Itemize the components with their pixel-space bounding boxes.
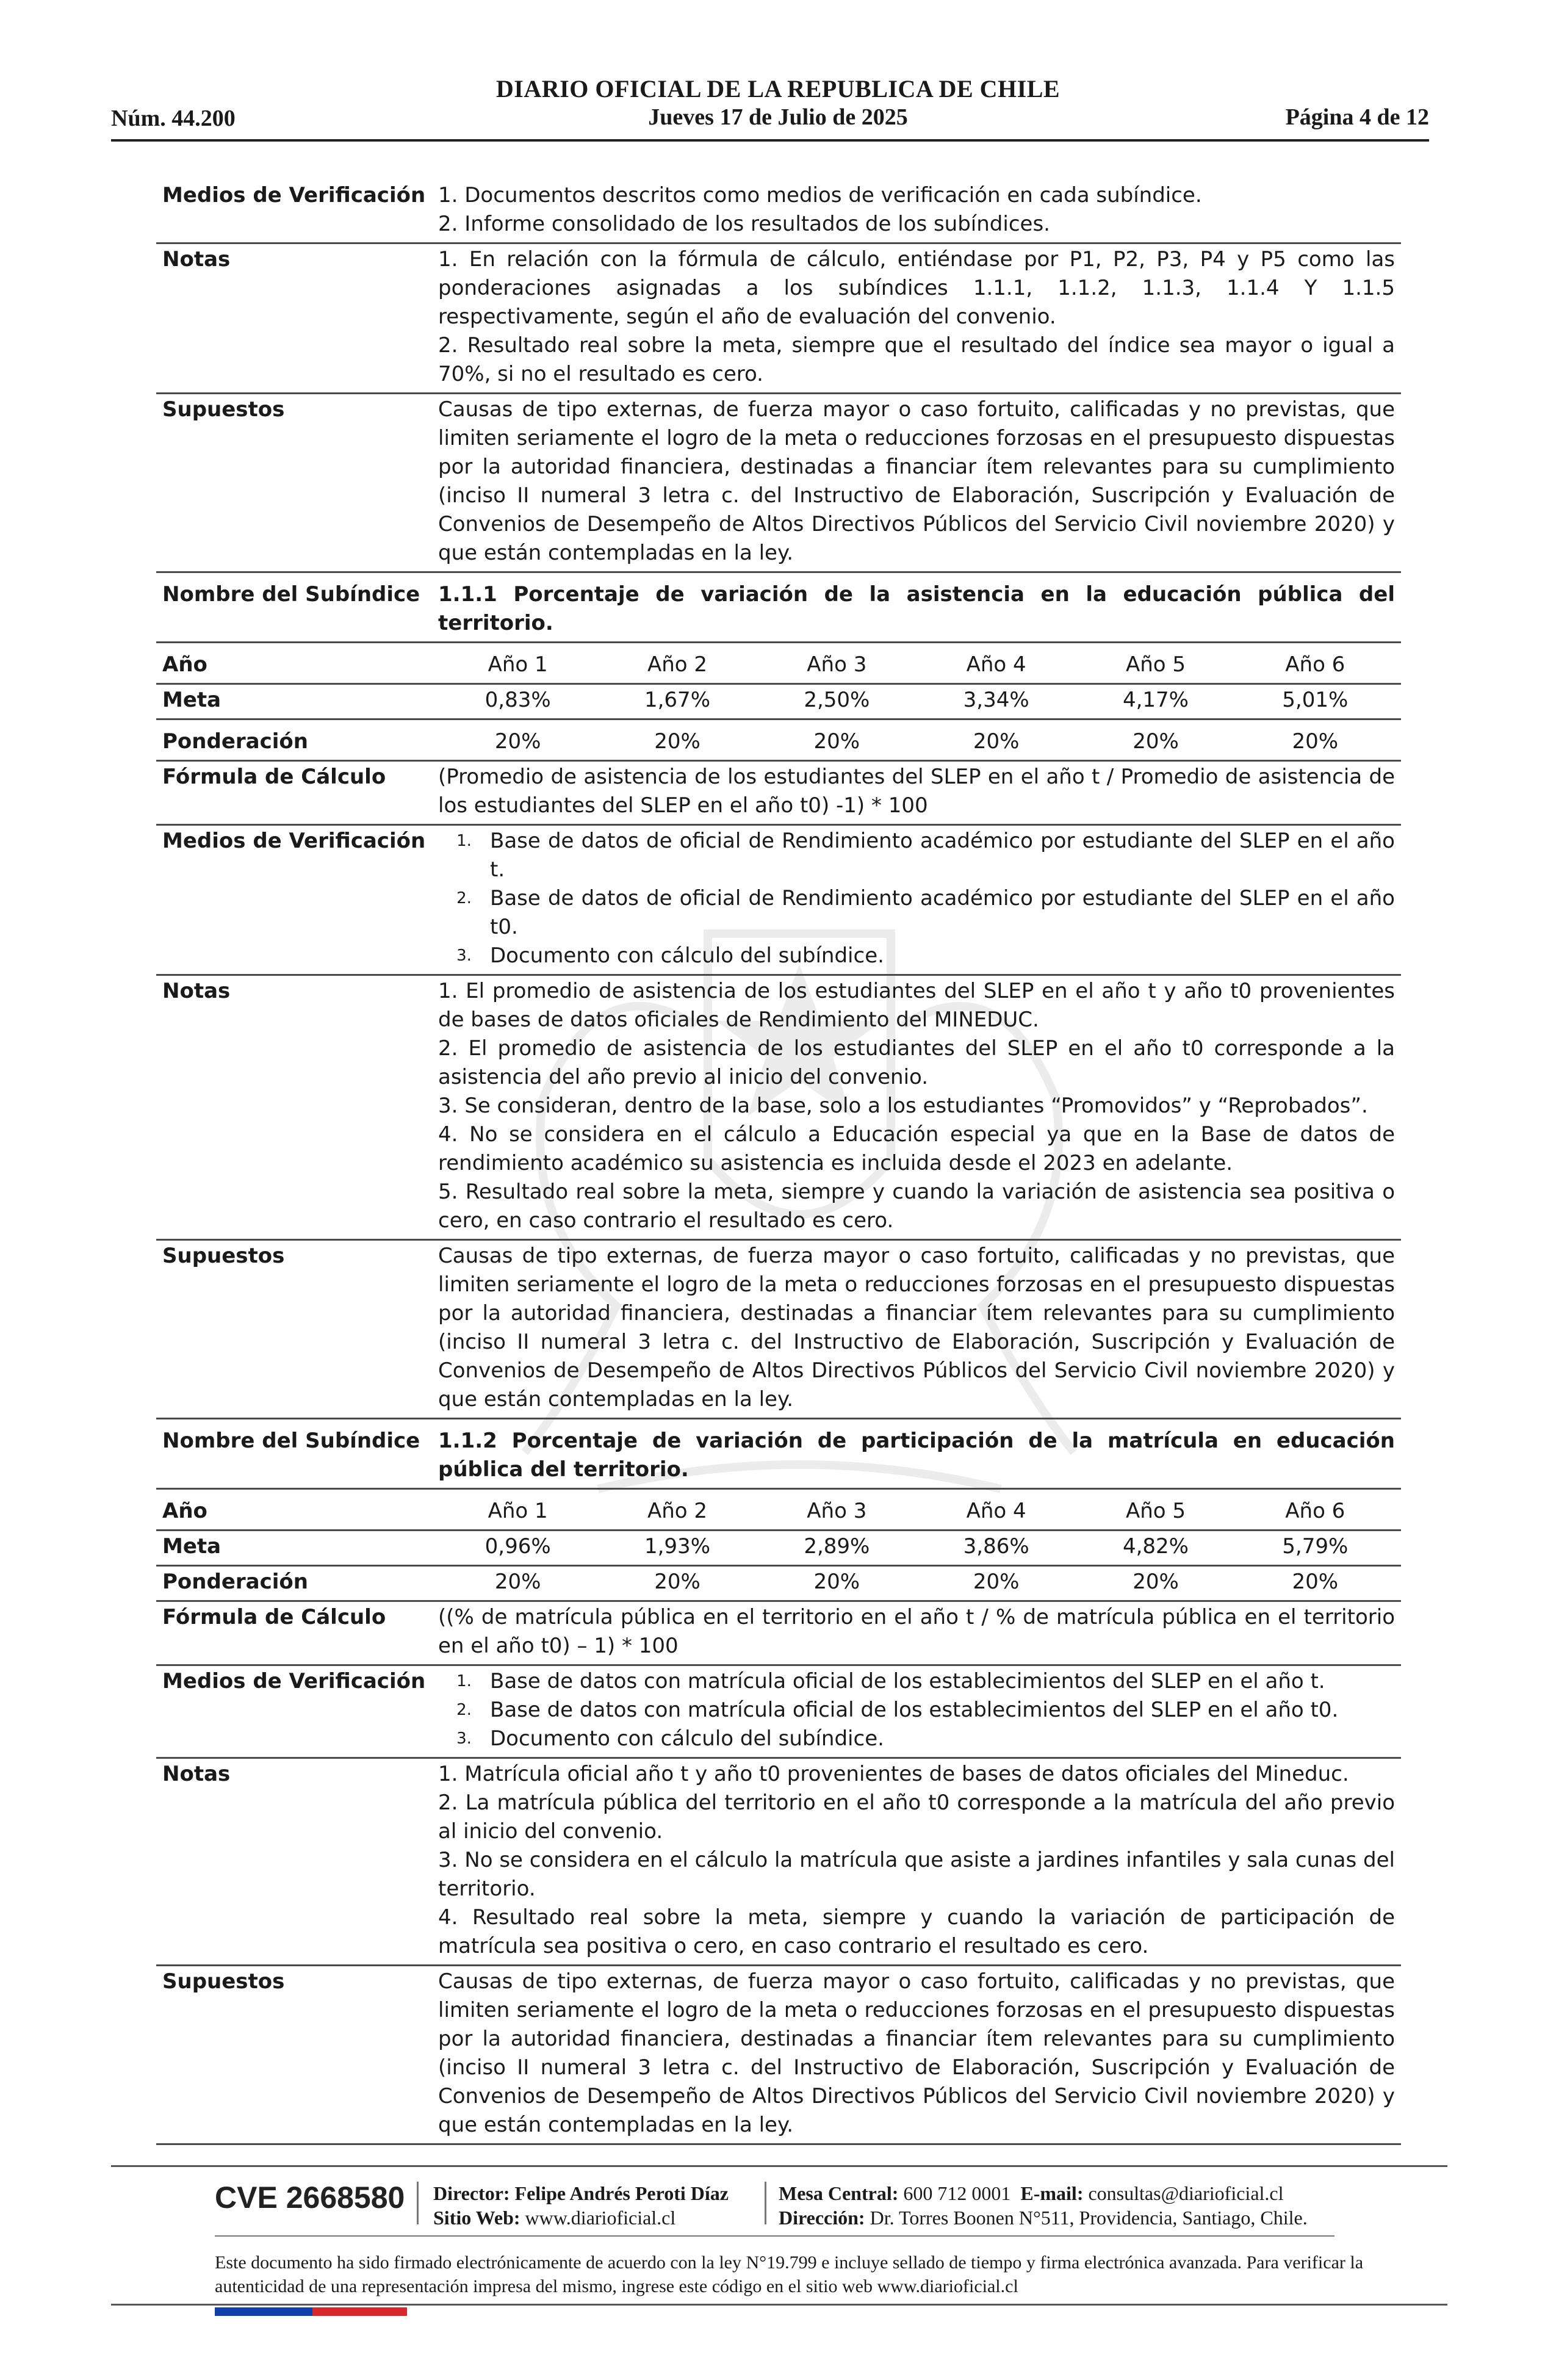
pond-cell: 20% <box>494 729 541 754</box>
row-label: Nombre del Subíndice <box>162 582 420 607</box>
list-item: 2. Base de datos con matrícula oficial de los establecimientos del SLEP en el año t0. <box>456 1698 1339 1722</box>
meta-cell: 4,17% <box>1122 688 1189 712</box>
row-value: Causas de tipo externas, de fuerza mayor o caso fortuito, calificadas y no previstas, que limiten seriamente el logro de la meta o reducciones forzosas en el presupuesto dispuestas por la autoridad financiera, destinadas a financiar ítem relevantes para su cumplimiento (inciso II numeral 3 letra c. del Instructivo de Elaboración, Suscripción y Evaluación de Convenios de Desempeño de Altos Directivos Públicos del Servicio Civil noviembre 2020) y que están contempladas en la ley. <box>438 1244 1395 1412</box>
row-label: Medios de Verificación <box>162 183 426 207</box>
row-label: Meta <box>162 688 222 712</box>
row-value <box>438 245 1401 389</box>
s2-anio-row <box>156 1496 1401 1531</box>
s1-medios-row <box>156 826 1401 976</box>
formula-text: ((% de matrícula pública en el territorio en el año t / % de matrícula pública en el territorio en el año t0) – 1) * 100 <box>438 1605 1395 1658</box>
s1-meta-row <box>156 685 1401 720</box>
pond-cell: 20% <box>494 1570 541 1594</box>
row-label: Nombre del Subíndice <box>162 1429 420 1453</box>
footer-rule <box>111 2304 1447 2306</box>
pond-cell: 20% <box>813 1570 860 1594</box>
director-name: Felipe Andrés Peroti Díaz <box>514 2182 729 2204</box>
row-label: Medios de Verificación <box>162 1669 426 1693</box>
newspaper-title: DIARIO OFICIAL DE LA REPUBLICA DE CHILE <box>495 75 1061 103</box>
s2-nombre-row <box>156 1426 1401 1490</box>
flag-stripe-red <box>312 2307 407 2316</box>
note-item: 1. En relación con la fórmula de cálculo, entiéndase por P1, P2, P3, P4 y P5 como las ponderaciones asignadas a los subíndices 1.1.1, 1.1.2, 1.1.3, 1.1.4 Y 1.1.5 respectivamente, según el año de evaluación del convenio. <box>438 247 1395 329</box>
top-medios-row <box>156 180 1401 244</box>
year-cell: Año 4 <box>966 1499 1026 1523</box>
row-label: Fórmula de Cálculo <box>162 765 386 789</box>
s1-notas-row <box>156 976 1401 1241</box>
content-area <box>156 180 1401 2145</box>
list-item: 3. Documento con cálculo del subíndice. <box>456 1726 884 1751</box>
page-indicator: Página 4 de 12 <box>1285 104 1429 130</box>
row-label: Fórmula de Cálculo <box>162 1605 386 1629</box>
issue-date: Jueves 17 de Julio de 2025 <box>648 104 908 130</box>
row-label: Supuestos <box>162 1969 285 1994</box>
signature-disclaimer: Este documento ha sido firmado electrónicamente de acuerdo con la ley N°19.799 e incluye sellado de tiempo y firma electrónica avanzada. Para verificar la autenticidad de una representación impresa del mismo, ingrese este código en el sitio web www.diarioficial.cl <box>215 2252 1364 2296</box>
year-cell: Año 4 <box>966 652 1026 677</box>
meta-cell: 1,93% <box>644 1534 710 1559</box>
row-value: Causas de tipo externas, de fuerza mayor o caso fortuito, calificadas y no previstas, que limiten seriamente el logro de la meta o reducciones forzosas en el presupuesto dispuestas por la autoridad financiera, destinadas a financiar ítem relevantes para su cumplimiento (inciso II numeral 3 letra c. del Instructivo de Elaboración, Suscripción y Evaluación de Convenios de Desempeño de Altos Directivos Públicos del Servicio Civil noviembre 2020) y que están contempladas en la ley. <box>438 397 1395 565</box>
year-cell: Año 1 <box>488 652 548 677</box>
meta-cell: 5,79% <box>1282 1534 1349 1559</box>
note-item: 2. Resultado real sobre la meta, siempre que el resultado del índice sea mayor o igual a 70%, si no el resultado es cero. <box>438 333 1395 386</box>
year-cell: Año 5 <box>1125 1499 1186 1523</box>
meta-cell: 2,50% <box>804 688 870 712</box>
subindex-title: 1.1.2 Porcentaje de variación de participación de la matrícula en educación pública del territorio. <box>438 1429 1395 1482</box>
cve-code: CVE 2668580 <box>215 2180 405 2215</box>
note-item: 5. Resultado real sobre la meta, siempre y cuando la variación de asistencia sea positiva o cero, en caso contrario el resultado es cero. <box>438 1180 1395 1233</box>
row-label: Ponderación <box>162 1570 308 1594</box>
top-notas-row <box>156 244 1401 394</box>
phone-number: 600 712 0001 <box>903 2182 1011 2204</box>
meta-cell: 1,67% <box>644 688 710 712</box>
note-item: 2. El promedio de asistencia de los estudiantes del SLEP en el año t0 corresponde a la asistencia del año previo al inicio del convenio. <box>438 1036 1395 1089</box>
meta-cell: 3,86% <box>963 1534 1029 1559</box>
pond-cell: 20% <box>1133 1570 1179 1594</box>
note-item: 1. Matrícula oficial año t y año t0 provenientes de bases de datos oficiales del Mineduc. <box>438 1762 1349 1786</box>
meta-cell: 5,01% <box>1282 688 1349 712</box>
note-item: 4. No se considera en el cálculo a Educación especial ya que en la Base de datos de rendimiento académico su asistencia es incluida desde el 2023 en adelante. <box>438 1122 1395 1175</box>
year-cell: Año 2 <box>647 652 708 677</box>
row-label: Año <box>162 1499 207 1523</box>
meta-cell: 0,83% <box>484 688 551 712</box>
year-cell: Año 3 <box>807 652 867 677</box>
pond-cell: 20% <box>1133 729 1179 754</box>
row-label: Medios de Verificación <box>162 829 426 853</box>
list-item: 3. Documento con cálculo del subíndice. <box>456 943 884 968</box>
list-item: 2. Base de datos de oficial de Rendimiento académico por estudiante del SLEP en el año t0. <box>456 886 1395 939</box>
s1-anio-row <box>156 649 1401 685</box>
footer-divider <box>417 2182 419 2224</box>
footer-divider <box>765 2182 766 2224</box>
footer-rule <box>111 2165 1447 2167</box>
row-label: Meta <box>162 1534 222 1559</box>
flag-stripe-blue <box>215 2307 312 2316</box>
note-item: 1. El promedio de asistencia de los estudiantes del SLEP en el año t y año t0 provenientes de bases de datos oficiales de Rendimiento del MINEDUC. <box>438 979 1395 1032</box>
meta-cell: 4,82% <box>1122 1534 1189 1559</box>
pond-cell: 20% <box>654 1570 701 1594</box>
year-cell: Año 6 <box>1285 652 1345 677</box>
year-cell: Año 3 <box>807 1499 867 1523</box>
s2-supuestos-row <box>156 1966 1401 2145</box>
list-item: 2. Informe consolidado de los resultados de los subíndices. <box>438 212 1050 236</box>
pond-cell: 20% <box>1292 1570 1339 1594</box>
s1-supuestos-row <box>156 1241 1401 1419</box>
row-label: Notas <box>162 247 231 272</box>
row-label: Supuestos <box>162 1244 285 1268</box>
year-cell: Año 2 <box>647 1499 708 1523</box>
row-label: Supuestos <box>162 397 285 422</box>
pond-cell: 20% <box>973 729 1020 754</box>
s2-notas-row <box>156 1759 1401 1966</box>
row-label: Ponderación <box>162 729 308 754</box>
subindex-title: 1.1.1 Porcentaje de variación de la asistencia en la educación pública del territorio. <box>438 582 1395 635</box>
row-value <box>438 181 1401 239</box>
formula-text: (Promedio de asistencia de los estudiantes del SLEP en el año t / Promedio de asistencia de los estudiantes del SLEP en el año t0) -1) * 100 <box>438 765 1395 818</box>
header-rule <box>111 139 1429 142</box>
s2-medios-row <box>156 1666 1401 1759</box>
website-link[interactable]: www.diarioficial.cl <box>525 2207 676 2229</box>
pond-cell: 20% <box>654 729 701 754</box>
year-cell: Año 5 <box>1125 652 1186 677</box>
footer-rule <box>215 2235 1334 2237</box>
s1-nombre-row <box>156 579 1401 643</box>
list-item: 1. Documentos descritos como medios de verificación en cada subíndice. <box>438 183 1202 207</box>
year-cell: Año 6 <box>1285 1499 1345 1523</box>
note-item: 3. Se consideran, dentro de la base, solo a los estudiantes “Promovidos” y “Reprobados”. <box>438 1094 1368 1118</box>
s2-meta-row <box>156 1531 1401 1567</box>
meta-cell: 2,89% <box>804 1534 870 1559</box>
address: Dr. Torres Boonen N°511, Providencia, Santiago, Chile. <box>870 2207 1308 2229</box>
contact-block: Mesa Central: 600 712 0001 E-mail: consultas@diarioficial.cl Dirección: Dr. Torres Boonen N°511, Providencia, Santiago, Chile. <box>779 2182 1308 2229</box>
note-item: 4. Resultado real sobre la meta, siempre y cuando la variación de participación de matrícula sea positiva o cero, en caso contrario el resultado es cero. <box>438 1905 1395 1958</box>
issue-number: Núm. 44.200 <box>111 106 236 131</box>
email-link[interactable]: consultas@diarioficial.cl <box>1088 2182 1284 2204</box>
director-block: Director: Felipe Andrés Peroti Díaz Sitio Web: www.diarioficial.cl <box>433 2182 729 2229</box>
year-cell: Año 1 <box>488 1499 548 1523</box>
s1-pond-row <box>156 726 1401 762</box>
row-label: Año <box>162 652 207 677</box>
meta-cell: 0,96% <box>484 1534 551 1559</box>
row-label: Notas <box>162 979 231 1003</box>
row-value: Causas de tipo externas, de fuerza mayor o caso fortuito, calificadas y no previstas, que limiten seriamente el logro de la meta o reducciones forzosas en el presupuesto dispuestas por la autoridad financiera, destinadas a financiar ítem relevantes para su cumplimiento (inciso II numeral 3 letra c. del Instructivo de Elaboración, Suscripción y Evaluación de Convenios de Desempeño de Altos Directivos Públicos del Servicio Civil noviembre 2020) y que están contempladas en la ley. <box>438 1969 1395 2137</box>
meta-cell: 3,34% <box>963 688 1029 712</box>
s1-formula-row <box>156 762 1401 826</box>
pond-cell: 20% <box>813 729 860 754</box>
note-item: 2. La matrícula pública del territorio en el año t0 corresponde a la matrícula del año previo al inicio del convenio. <box>438 1790 1395 1844</box>
note-item: 3. No se considera en el cálculo la matrícula que asiste a jardines infantiles y sala cunas del territorio. <box>438 1848 1395 1901</box>
row-label: Notas <box>162 1762 231 1786</box>
list-item: 1. Base de datos con matrícula oficial de los establecimientos del SLEP en el año t. <box>456 1669 1325 1693</box>
s2-pond-row <box>156 1567 1401 1602</box>
list-item: 1. Base de datos de oficial de Rendimiento académico por estudiante del SLEP en el año t. <box>456 829 1395 882</box>
pond-cell: 20% <box>973 1570 1020 1594</box>
s2-formula-row <box>156 1602 1401 1666</box>
pond-cell: 20% <box>1292 729 1339 754</box>
top-supuestos-row <box>156 394 1401 573</box>
